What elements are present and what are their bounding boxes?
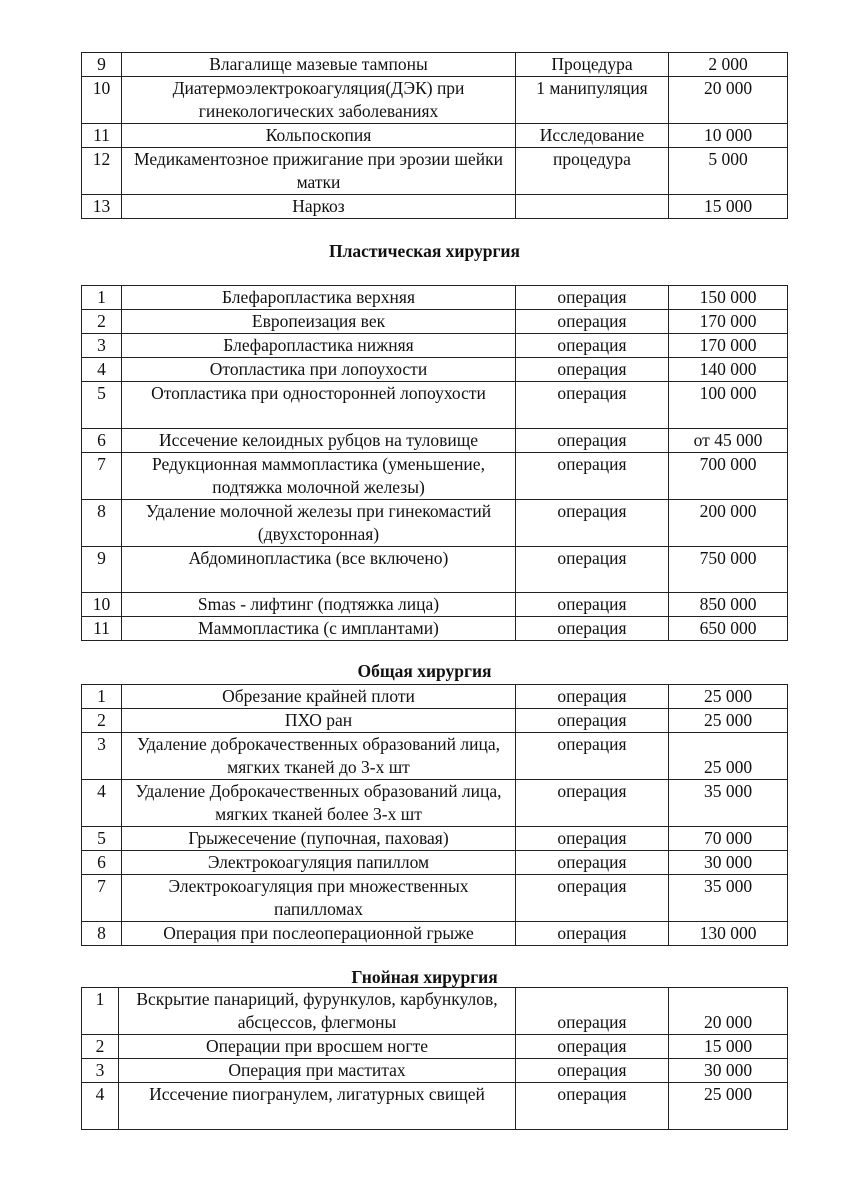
- row-number: 11: [82, 124, 122, 148]
- service-name: Редукционная маммопластика (уменьшение, подтяжка молочной железы): [122, 453, 516, 500]
- service-name: Влагалище мазевые тампоны: [122, 53, 516, 77]
- row-number: 2: [82, 1035, 119, 1059]
- table-row: [82, 286, 788, 310]
- table-row: [82, 195, 788, 219]
- service-name: Диатермоэлектрокоагуляция(ДЭК) при гинекологических заболеваниях: [122, 77, 516, 124]
- service-name: Отопластика при лопоухости: [122, 358, 516, 382]
- service-name: Электрокоагуляция папиллом: [122, 851, 516, 875]
- table-row: [82, 709, 788, 733]
- service-price: 10 000: [669, 124, 788, 148]
- service-unit: операция: [516, 453, 669, 500]
- service-name: Удаление доброкачественных образований лица, мягких тканей до 3-х шт: [122, 733, 516, 780]
- service-unit: Процедура: [516, 53, 669, 77]
- service-unit: операция: [516, 593, 669, 617]
- table-row: [82, 988, 788, 1035]
- row-number: 8: [82, 922, 122, 946]
- table-row: [82, 593, 788, 617]
- service-unit: [516, 195, 669, 219]
- service-unit: операция: [516, 358, 669, 382]
- service-unit: операция: [516, 286, 669, 310]
- row-number: 2: [82, 310, 122, 334]
- row-number: 6: [82, 429, 122, 453]
- table-row: [82, 358, 788, 382]
- service-unit: операция: [516, 988, 669, 1035]
- service-price: 750 000: [669, 547, 788, 593]
- row-number: 2: [82, 709, 122, 733]
- service-unit: операция: [516, 709, 669, 733]
- table-row: [82, 827, 788, 851]
- general-surgery-table: [81, 684, 788, 946]
- row-number: 5: [82, 827, 122, 851]
- table-row: [82, 1035, 788, 1059]
- table-row: [82, 124, 788, 148]
- service-price: 650 000: [669, 617, 788, 641]
- table-row: [82, 429, 788, 453]
- service-name: Обрезание крайней плоти: [122, 685, 516, 709]
- service-price: 20 000: [669, 77, 788, 124]
- row-number: 7: [82, 875, 122, 922]
- service-unit: операция: [516, 922, 669, 946]
- row-number: 4: [82, 780, 122, 827]
- service-unit: операция: [516, 617, 669, 641]
- service-price: 200 000: [669, 500, 788, 547]
- row-number: 12: [82, 148, 122, 195]
- service-unit: операция: [516, 547, 669, 593]
- service-unit: операция: [516, 1059, 669, 1083]
- service-name: Блефаропластика нижняя: [122, 334, 516, 358]
- service-name: Отопластика при односторонней лопоухости: [122, 382, 516, 429]
- service-price: от 45 000: [669, 429, 788, 453]
- service-unit: Исследование: [516, 124, 669, 148]
- service-name: Маммопластика (с имплантами): [122, 617, 516, 641]
- service-price: 25 000: [669, 709, 788, 733]
- service-unit: операция: [516, 875, 669, 922]
- table-row: [82, 148, 788, 195]
- service-name: Грыжесечение (пупочная, паховая): [122, 827, 516, 851]
- table-row: [82, 382, 788, 429]
- service-price: 20 000: [669, 988, 788, 1035]
- service-name: Smas - лифтинг (подтяжка лица): [122, 593, 516, 617]
- service-name: Блефаропластика верхняя: [122, 286, 516, 310]
- table-row: [82, 851, 788, 875]
- row-number: 13: [82, 195, 122, 219]
- table-row: [82, 617, 788, 641]
- service-name: Вскрытие панариций, фурункулов, карбункулов, абсцессов, флегмоны: [119, 988, 516, 1035]
- row-number: 3: [82, 1059, 119, 1083]
- purulent-surgery-table: [81, 987, 788, 1130]
- service-name: Операция при маститах: [119, 1059, 516, 1083]
- service-name: ПХО ран: [122, 709, 516, 733]
- row-number: 9: [82, 547, 122, 593]
- row-number: 1: [82, 685, 122, 709]
- service-unit: операция: [516, 1035, 669, 1059]
- service-price: 130 000: [669, 922, 788, 946]
- table-row: [82, 1083, 788, 1130]
- row-number: 9: [82, 53, 122, 77]
- table-row: [82, 53, 788, 77]
- row-number: 8: [82, 500, 122, 547]
- service-price: 170 000: [669, 310, 788, 334]
- service-unit: 1 манипуляция: [516, 77, 669, 124]
- service-price: 25 000: [669, 1083, 788, 1130]
- service-name: Операции при вросшем ногте: [119, 1035, 516, 1059]
- service-name: Операция при послеоперационной грыже: [122, 922, 516, 946]
- service-price: 5 000: [669, 148, 788, 195]
- row-number: 1: [82, 988, 119, 1035]
- row-number: 5: [82, 382, 122, 429]
- table-row: [82, 1059, 788, 1083]
- service-unit: операция: [516, 733, 669, 780]
- table-row: [82, 547, 788, 593]
- plastic-surgery-table: [81, 285, 788, 641]
- service-name: Наркоз: [122, 195, 516, 219]
- row-number: 10: [82, 77, 122, 124]
- section-heading-general-surgery: Общая хирургия: [357, 661, 492, 681]
- service-unit: операция: [516, 827, 669, 851]
- service-price: 15 000: [669, 195, 788, 219]
- gynecology-table: [81, 52, 788, 219]
- section-heading-purulent-surgery: Гнойная хирургия: [351, 967, 498, 987]
- service-price: 700 000: [669, 453, 788, 500]
- table-row: [82, 922, 788, 946]
- table-row: [82, 334, 788, 358]
- row-number: 10: [82, 593, 122, 617]
- row-number: 6: [82, 851, 122, 875]
- service-name: Удаление молочной железы при гинекомастий (двухсторонная): [122, 500, 516, 547]
- service-unit: операция: [516, 429, 669, 453]
- section-heading-plastic-surgery: Пластическая хирургия: [329, 241, 520, 261]
- row-number: 3: [82, 334, 122, 358]
- table-row: [82, 77, 788, 124]
- service-price: 25 000: [669, 733, 788, 780]
- row-number: 1: [82, 286, 122, 310]
- service-price: 35 000: [669, 875, 788, 922]
- service-unit: операция: [516, 1083, 669, 1130]
- service-unit: операция: [516, 500, 669, 547]
- row-number: 4: [82, 358, 122, 382]
- service-name: Абдоминопластика (все включено): [122, 547, 516, 593]
- service-price: 170 000: [669, 334, 788, 358]
- service-name: Иссечение келоидных рубцов на туловище: [122, 429, 516, 453]
- table-row: [82, 500, 788, 547]
- service-price: 850 000: [669, 593, 788, 617]
- service-price: 15 000: [669, 1035, 788, 1059]
- table-row: [82, 733, 788, 780]
- service-unit: операция: [516, 334, 669, 358]
- table-row: [82, 453, 788, 500]
- service-price: 30 000: [669, 1059, 788, 1083]
- service-unit: операция: [516, 310, 669, 334]
- service-price: 100 000: [669, 382, 788, 429]
- service-name: Удаление Доброкачественных образований лица, мягких тканей более 3-х шт: [122, 780, 516, 827]
- service-price: 70 000: [669, 827, 788, 851]
- service-name: Иссечение пиогранулем, лигатурных свищей: [119, 1083, 516, 1130]
- service-price: 2 000: [669, 53, 788, 77]
- row-number: 7: [82, 453, 122, 500]
- row-number: 11: [82, 617, 122, 641]
- service-unit: операция: [516, 851, 669, 875]
- service-price: 140 000: [669, 358, 788, 382]
- service-name: Электрокоагуляция при множественных папилломах: [122, 875, 516, 922]
- service-unit: операция: [516, 780, 669, 827]
- service-name: Кольпоскопия: [122, 124, 516, 148]
- service-price: 25 000: [669, 685, 788, 709]
- service-unit: операция: [516, 685, 669, 709]
- row-number: 3: [82, 733, 122, 780]
- service-unit: процедура: [516, 148, 669, 195]
- table-row: [82, 310, 788, 334]
- table-row: [82, 780, 788, 827]
- service-name: Европеизация век: [122, 310, 516, 334]
- table-row: [82, 875, 788, 922]
- service-unit: операция: [516, 382, 669, 429]
- service-price: 30 000: [669, 851, 788, 875]
- service-price: 35 000: [669, 780, 788, 827]
- service-price: 150 000: [669, 286, 788, 310]
- table-row: [82, 685, 788, 709]
- row-number: 4: [82, 1083, 119, 1130]
- service-name: Медикаментозное прижигание при эрозии шейки матки: [122, 148, 516, 195]
